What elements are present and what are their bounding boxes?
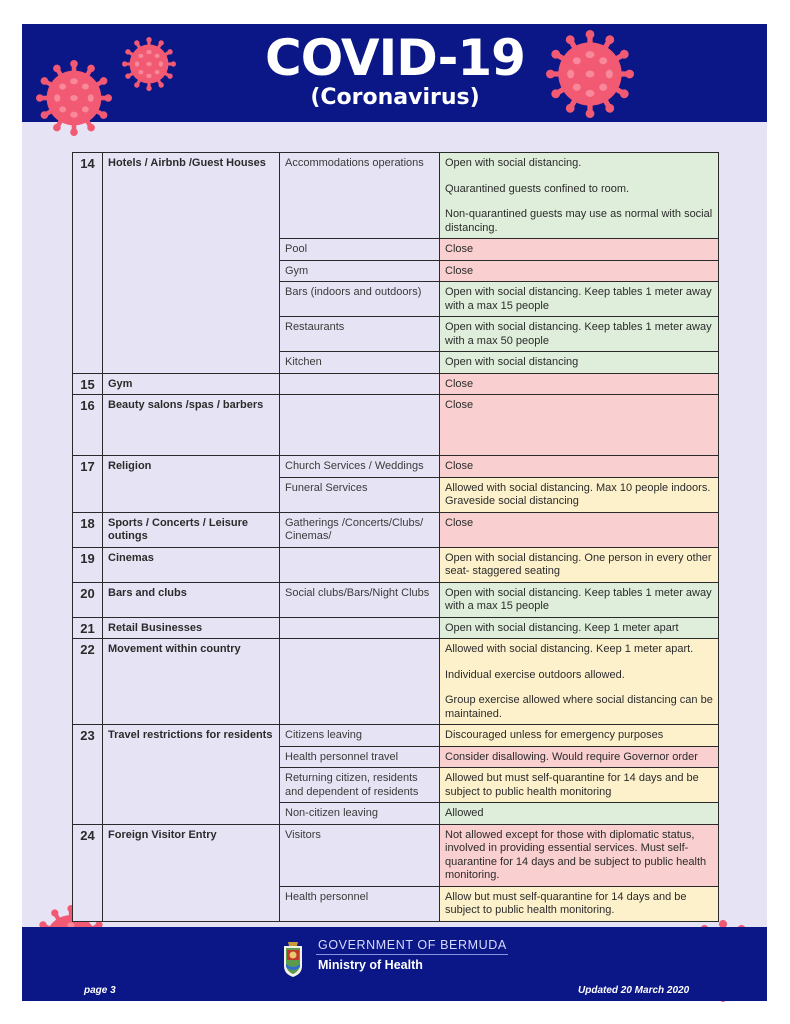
rule-cell-yellow bbox=[440, 886, 719, 921]
row-number: 16 bbox=[73, 395, 103, 456]
rule-text: Open with social distancing. Keep tables 1 meter away with a max 15 people bbox=[445, 586, 712, 612]
category-cell: Sports / Concerts / Leisure outings bbox=[103, 512, 280, 547]
rule-cell-red bbox=[440, 824, 719, 886]
rule-cell-yellow bbox=[440, 768, 719, 803]
rule-cell-red bbox=[440, 373, 719, 395]
rule-cell-red bbox=[440, 512, 719, 547]
rule-text: Close bbox=[445, 243, 474, 255]
rule-text: Allowed with social distancing. Max 10 people indoors. Graveside social distancing bbox=[445, 481, 711, 507]
rule-cell-green bbox=[440, 317, 719, 352]
subcategory-cell bbox=[280, 639, 440, 725]
rule-cell-green bbox=[440, 803, 719, 825]
category-cell: Retail Businesses bbox=[103, 617, 280, 639]
category-cell: Movement within country bbox=[103, 639, 280, 725]
rule-text: Individual exercise outdoors allowed. bbox=[445, 668, 625, 681]
row-number: 21 bbox=[73, 617, 103, 639]
rule-text: Group exercise allowed where social distancing can be maintained. bbox=[445, 694, 713, 720]
category-cell: Beauty salons /spas / barbers bbox=[103, 395, 280, 456]
rule-text: Close bbox=[445, 516, 474, 529]
rule-text: Open with social distancing. bbox=[445, 157, 582, 169]
rule-text: Allowed with social distancing. Keep 1 meter apart. bbox=[445, 643, 694, 655]
category-cell: Cinemas bbox=[103, 547, 280, 582]
rule-cell-red bbox=[440, 260, 719, 282]
rule-cell-yellow bbox=[440, 547, 719, 582]
page-title: COVID-19 bbox=[265, 29, 525, 87]
rule-cell-red bbox=[440, 395, 719, 456]
divider bbox=[316, 954, 508, 955]
subcategory-cell: Social clubs/Bars/Night Clubs bbox=[280, 582, 440, 617]
subcategory-cell: Accommodations operations bbox=[280, 153, 440, 239]
rule-cell-yellow bbox=[440, 477, 719, 512]
rule-cell-yellow bbox=[440, 639, 719, 725]
rule-text: Close bbox=[445, 399, 474, 411]
table-row bbox=[73, 512, 719, 547]
rule-text: Allowed but must self-quarantine for 14 days and be subject to public health monitoring bbox=[445, 772, 699, 798]
subcategory-cell bbox=[280, 547, 440, 582]
subcategory-cell: Health personnel travel bbox=[280, 746, 440, 768]
rule-text: Not allowed except for those with diplomatic status, involved in providing essential services. Must self-quarantine for 14 days and be subject to public health monitoring. bbox=[445, 828, 707, 881]
row-number: 23 bbox=[73, 725, 103, 825]
updated-date: Updated 20 March 2020 bbox=[578, 985, 690, 996]
rule-cell-red bbox=[440, 239, 719, 261]
rule-text: Discouraged unless for emergency purposes bbox=[445, 729, 664, 741]
table-row bbox=[73, 725, 719, 747]
rule-text: Non-quarantined guests may use as normal with social distancing. bbox=[445, 208, 713, 234]
rule-cell-green bbox=[440, 582, 719, 617]
category-cell: Travel restrictions for residents bbox=[103, 725, 280, 825]
rule-text: Open with social distancing. One person in every other seat- staggered seating bbox=[445, 551, 712, 577]
coronavirus-icon bbox=[122, 37, 176, 91]
subcategory-cell: Visitors bbox=[280, 824, 440, 886]
row-number: 18 bbox=[73, 512, 103, 547]
subcategory-cell: Returning citizen, residents and dependent of residents bbox=[280, 768, 440, 803]
rule-text: Close bbox=[445, 377, 474, 390]
subcategory-cell: Restaurants bbox=[280, 317, 440, 352]
row-number: 20 bbox=[73, 582, 103, 617]
rule-text: Allow but must self-quarantine for 14 days and be subject to public health monitoring. bbox=[445, 890, 687, 916]
subcategory-cell: Pool bbox=[280, 239, 440, 261]
category-cell: Foreign Visitor Entry bbox=[103, 824, 280, 921]
row-number: 24 bbox=[73, 824, 103, 921]
subcategory-cell: Citizens leaving bbox=[280, 725, 440, 747]
row-number: 19 bbox=[73, 547, 103, 582]
table-row bbox=[73, 617, 719, 639]
subcategory-cell: Funeral Services bbox=[280, 477, 440, 512]
subcategory-cell bbox=[280, 373, 440, 395]
coronavirus-icon bbox=[546, 30, 634, 118]
rule-cell-green bbox=[440, 282, 719, 317]
row-number: 17 bbox=[73, 456, 103, 513]
row-number: 15 bbox=[73, 373, 103, 395]
rule-text: Close bbox=[445, 460, 474, 472]
rule-text: Close bbox=[445, 264, 474, 277]
table-row bbox=[73, 824, 719, 886]
page-subtitle: (Coronavirus) bbox=[310, 85, 480, 110]
category-cell: Religion bbox=[103, 456, 280, 513]
rule-text: Open with social distancing. Keep tables 1 meter away with a max 50 people bbox=[445, 321, 712, 347]
table-row bbox=[73, 582, 719, 617]
bermuda-coat-of-arms-icon bbox=[282, 940, 304, 978]
subcategory-cell bbox=[280, 395, 440, 456]
page-number: page 3 bbox=[84, 985, 116, 996]
subcategory-cell: Bars (indoors and outdoors) bbox=[280, 282, 440, 317]
ministry-name: Ministry of Health bbox=[318, 958, 423, 972]
rule-text: Open with social distancing. Keep 1 meter apart bbox=[445, 621, 679, 634]
subcategory-cell: Kitchen bbox=[280, 352, 440, 374]
category-cell: Bars and clubs bbox=[103, 582, 280, 617]
rule-cell-yellow bbox=[440, 725, 719, 747]
subcategory-cell: Non-citizen leaving bbox=[280, 803, 440, 825]
rule-cell-green bbox=[440, 153, 719, 239]
subcategory-cell bbox=[280, 617, 440, 639]
category-cell: Hotels / Airbnb /Guest Houses bbox=[103, 153, 280, 374]
rule-cell-red bbox=[440, 456, 719, 478]
government-name: GOVERNMENT OF BERMUDA bbox=[318, 938, 507, 952]
table-row bbox=[73, 547, 719, 582]
rule-cell-red bbox=[440, 746, 719, 768]
row-number: 14 bbox=[73, 153, 103, 374]
table-row bbox=[73, 153, 719, 239]
rule-text: Allowed bbox=[445, 807, 484, 819]
subcategory-cell: Health personnel bbox=[280, 886, 440, 921]
subcategory-cell: Gatherings /Concerts/Clubs/ Cinemas/ bbox=[280, 512, 440, 547]
rule-cell-green bbox=[440, 617, 719, 639]
subcategory-cell: Gym bbox=[280, 260, 440, 282]
rule-text: Open with social distancing. Keep tables 1 meter away with a max 15 people bbox=[445, 286, 712, 312]
table-row bbox=[73, 373, 719, 395]
rule-text: Quarantined guests confined to room. bbox=[445, 182, 630, 195]
subcategory-cell: Church Services / Weddings bbox=[280, 456, 440, 478]
rule-text: Open with social distancing bbox=[445, 356, 579, 368]
table-row bbox=[73, 639, 719, 725]
coronavirus-icon bbox=[36, 60, 112, 136]
table-row bbox=[73, 395, 719, 456]
rule-text: Consider disallowing. Would require Governor order bbox=[445, 750, 698, 763]
category-cell: Gym bbox=[103, 373, 280, 395]
rule-cell-green bbox=[440, 352, 719, 374]
restrictions-table bbox=[72, 152, 719, 922]
row-number: 22 bbox=[73, 639, 103, 725]
table-row bbox=[73, 456, 719, 478]
